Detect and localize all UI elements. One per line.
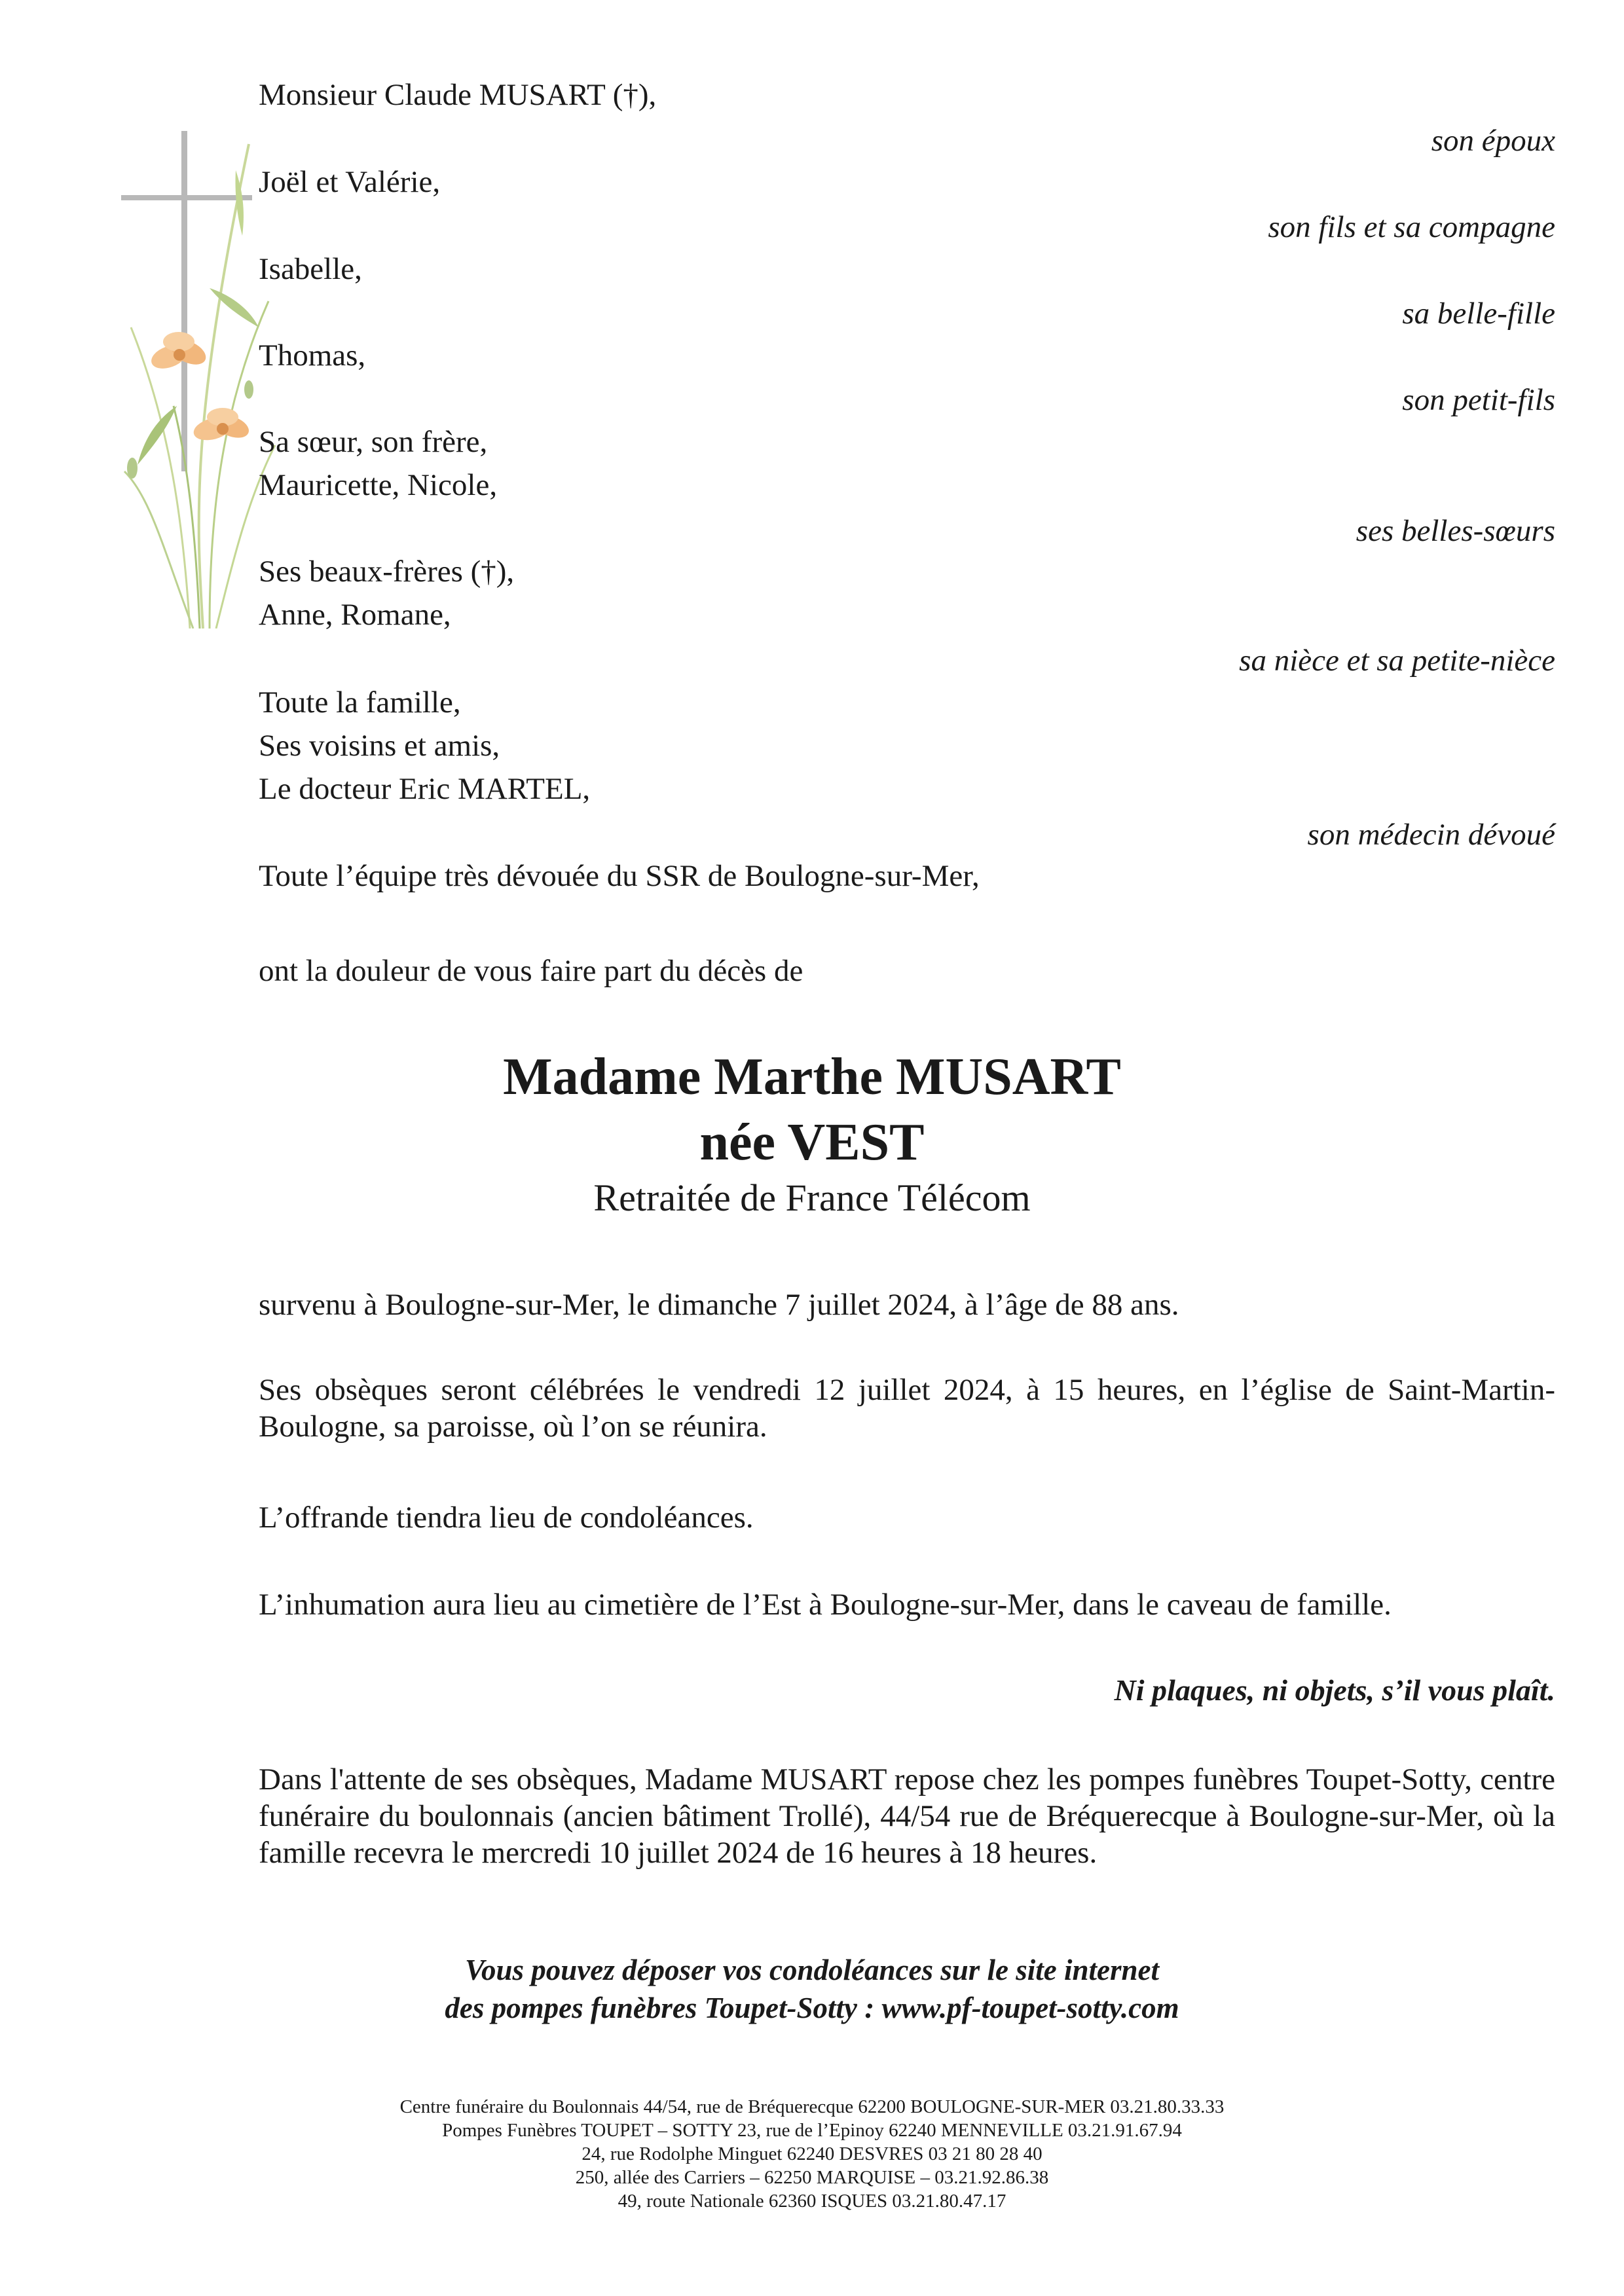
family-member-name: Ses voisins et amis,	[259, 729, 500, 763]
burial-text: L’inhumation aura lieu au cimetière de l’Est à Boulogne-sur-Mer, dans le caveau de famille.	[259, 1588, 1392, 1622]
family-member-relation: son petit-fils	[1402, 383, 1555, 417]
family-member-name: Toute l’équipe très dévouée du SSR de Boulogne-sur-Mer,	[259, 859, 980, 893]
footer-line: 49, route Nationale 62360 ISQUES 03.21.80.47.17	[618, 2191, 1006, 2212]
family-member-relation: sa belle-fille	[1402, 297, 1555, 331]
footer-addresses	[0, 2095, 1624, 2213]
repose-text: Dans l'attente de ses obsèques, Madame MUSART repose chez les pompes funèbres Toupet-Sotty, centre funéraire du boulonnais (ancien bâtiment Trollé), 44/54 rue de Bréquerecque à Boulogne-sur-Mer, où la famille recevra le mercredi 10 juillet 2024 de 16 heures à 18 heures.	[259, 1762, 1555, 1870]
condolences-line-2[interactable]: des pompes funèbres Toupet-Sotty : www.pf-toupet-sotty.com	[445, 1992, 1179, 2024]
family-member-name: Le docteur Eric MARTEL,	[259, 772, 591, 806]
deceased-maiden-name: née VEST	[699, 1114, 925, 1171]
family-member-relation: son médecin dévoué	[1307, 818, 1555, 852]
funeral-text: Ses obsèques seront célébrées le vendredi 12 juillet 2024, à 15 heures, en l’église de Saint-Martin-Boulogne, sa paroisse, où l’on se réunira.	[259, 1373, 1555, 1444]
family-member-name: Anne, Romane,	[259, 598, 451, 632]
cross-with-flowers-decoration	[111, 131, 282, 629]
flower-icon	[148, 332, 210, 373]
family-member-name: Thomas,	[259, 338, 366, 373]
cross-vertical-bar	[181, 131, 187, 471]
deceased-block	[0, 1044, 1624, 1221]
deceased-name: Madame Marthe MUSART	[503, 1048, 1121, 1106]
announcement-text: ont la douleur de vous faire part du décès de	[259, 954, 803, 988]
offering-text: L’offrande tiendra lieu de condoléances.	[259, 1501, 754, 1535]
condolences-line-1: Vous pouvez déposer vos condoléances sur le site internet	[464, 1954, 1159, 1986]
footer-line: 24, rue Rodolphe Minguet 62240 DESVRES 03 21 80 28 40	[581, 2143, 1043, 2164]
family-member-name: Ses beaux-frères (†),	[259, 555, 515, 589]
family-member-name: Isabelle,	[259, 252, 362, 286]
footer-line: 250, allée des Carriers – 62250 MARQUISE – 03.21.92.86.38	[575, 2167, 1049, 2188]
condolences-block	[0, 1951, 1624, 2027]
family-member-name: Mauricette, Nicole,	[259, 468, 498, 502]
family-member-name: Joël et Valérie,	[259, 165, 441, 199]
family-member-relation: sa nièce et sa petite-nièce	[1239, 644, 1555, 678]
family-member-relation: son époux	[1431, 124, 1555, 158]
footer-line: Pompes Funèbres TOUPET – SOTTY 23, rue de l’Epinoy 62240 MENNEVILLE 03.21.91.67.94	[442, 2120, 1182, 2141]
family-member-name: Sa sœur, son frère,	[259, 425, 488, 459]
family-member-name: Toute la famille,	[259, 685, 461, 720]
death-notice-text: survenu à Boulogne-sur-Mer, le dimanche 7 juillet 2024, à l’âge de 88 ans.	[259, 1288, 1179, 1322]
no-flowers-note: Ni plaques, ni objets, s’il vous plaît.	[1114, 1673, 1555, 1707]
flower-icon	[191, 408, 252, 444]
deceased-occupation: Retraitée de France Télécom	[593, 1176, 1031, 1219]
footer-line: Centre funéraire du Boulonnais 44/54, rue de Bréquerecque 62200 BOULOGNE-SUR-MER 03.21.80.33.33	[399, 2096, 1225, 2117]
cross-horizontal-bar	[121, 195, 252, 200]
family-member-relation: ses belles-sœurs	[1356, 514, 1555, 548]
family-member-relation: son fils et sa compagne	[1268, 210, 1555, 244]
family-member-name: Monsieur Claude MUSART (†),	[259, 78, 657, 112]
